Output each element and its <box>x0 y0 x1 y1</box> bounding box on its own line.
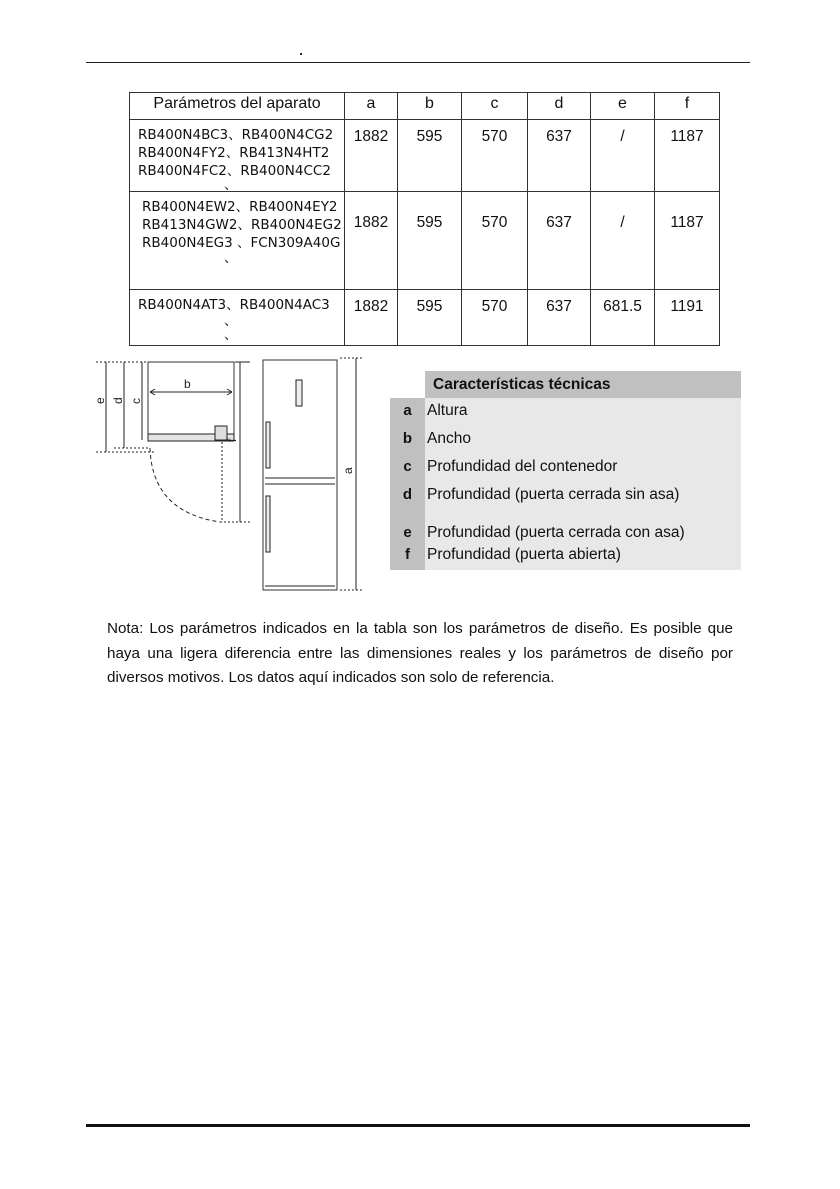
value-b: 595 <box>398 290 462 346</box>
model-line: RB413N4GW2、RB400N4EG2 <box>142 217 342 233</box>
disclaimer-note: Nota: Los parámetros indicados en la tabla son los parámetros de diseño. Es posible que haya una ligera diferencia entre las dimensiones reales y los parámetros de diseño por diversos motivos. Los datos aquí indicados son solo de referencia. <box>107 620 733 687</box>
value-d: 637 <box>528 192 591 290</box>
spec-letter: a <box>390 398 425 426</box>
value-d: 637 <box>528 120 591 192</box>
value-c: 570 <box>462 120 528 192</box>
value-c: 570 <box>462 192 528 290</box>
model-line: RB400N4FC2、RB400N4CC2 <box>138 163 331 179</box>
header-mark <box>300 53 302 55</box>
value-d: 637 <box>528 290 591 346</box>
spec-row <box>390 398 741 426</box>
header-d: d <box>528 93 591 120</box>
value-e: 681.5 <box>591 290 655 346</box>
model-list <box>130 192 345 290</box>
model-line: RB400N4AT3、RB400N4AC3 <box>138 297 330 313</box>
value-f: 1187 <box>655 120 720 192</box>
spec-label: Profundidad (puerta abierta) <box>425 542 741 570</box>
spec-label: Profundidad (puerta cerrada con asa) <box>425 510 741 542</box>
spec-letter: e <box>390 510 425 542</box>
value-c: 570 <box>462 290 528 346</box>
spec-label: Profundidad (puerta cerrada sin asa) <box>425 482 741 510</box>
spec-row <box>390 482 741 510</box>
value-b: 595 <box>398 120 462 192</box>
header-e: e <box>591 93 655 120</box>
value-b: 595 <box>398 192 462 290</box>
specs-title: Características técnicas <box>425 371 741 398</box>
model-line: RB400N4EG3 、FCN309A40G <box>142 235 341 251</box>
header-b: b <box>398 93 462 120</box>
model-line: 、 <box>224 313 238 329</box>
spec-label: Altura <box>425 398 741 426</box>
value-a: 1882 <box>345 120 398 192</box>
header-divider <box>86 62 750 63</box>
technical-specs-legend <box>390 371 741 570</box>
dim-label-c: c <box>129 398 143 404</box>
header-parameters: Parámetros del aparato <box>130 93 345 120</box>
spec-row <box>390 542 741 570</box>
door-handle <box>215 426 227 440</box>
spec-letter: b <box>390 426 425 454</box>
spec-letter: c <box>390 454 425 482</box>
dim-label-f: f <box>225 438 239 442</box>
spec-label: Ancho <box>425 426 741 454</box>
spec-row <box>390 510 741 542</box>
footer-divider <box>86 1124 750 1127</box>
value-e: / <box>591 120 655 192</box>
spec-row <box>390 426 741 454</box>
model-line: RB400N4EW2、RB400N4EY2 <box>142 199 338 215</box>
spec-row <box>390 454 741 482</box>
model-list <box>130 120 345 192</box>
header-f: f <box>655 93 720 120</box>
spec-label: Profundidad del contenedor <box>425 454 741 482</box>
model-line: RB400N4FY2、RB413N4HT2 <box>138 145 330 161</box>
parameters-table <box>129 92 720 346</box>
fridge-dimension-diagram <box>90 352 370 592</box>
model-line: 、 <box>224 177 238 193</box>
header-a: a <box>345 93 398 120</box>
table-header-row <box>130 93 720 120</box>
model-line: RB400N4BC3、RB400N4CG2 <box>138 127 334 143</box>
door-swing-arc <box>150 448 220 522</box>
value-f: 1187 <box>655 192 720 290</box>
dim-label-e: e <box>93 397 107 404</box>
header-c: c <box>462 93 528 120</box>
model-list <box>130 290 345 346</box>
table-row <box>130 290 720 346</box>
table-row <box>130 192 720 290</box>
spec-letter: d <box>390 482 425 510</box>
spec-letter: f <box>390 542 425 570</box>
value-a: 1882 <box>345 290 398 346</box>
value-a: 1882 <box>345 192 398 290</box>
dim-label-d: d <box>111 397 125 404</box>
dim-label-b: b <box>184 377 191 391</box>
model-line: 、 <box>224 250 238 266</box>
model-line: 、 <box>224 327 238 343</box>
value-f: 1191 <box>655 290 720 346</box>
value-e: / <box>591 192 655 290</box>
dim-label-a: a <box>341 467 355 474</box>
table-row <box>130 120 720 192</box>
